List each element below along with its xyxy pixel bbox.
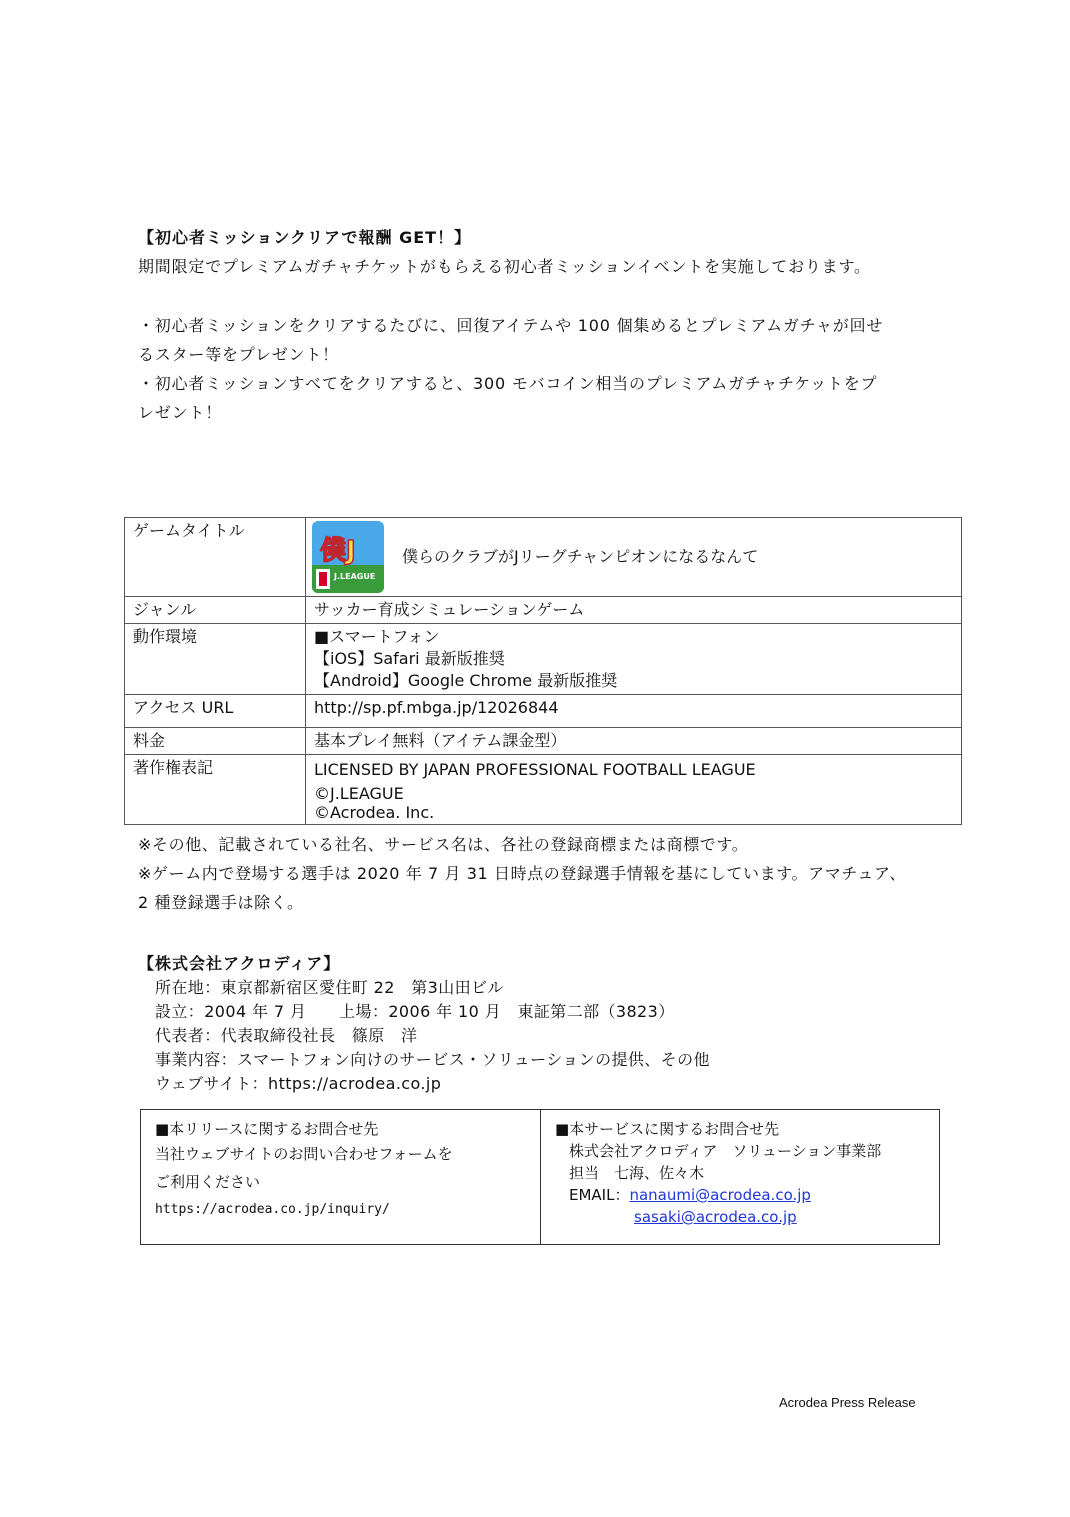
email-row bbox=[569, 1184, 925, 1206]
env-line: ■スマートフォン bbox=[314, 627, 440, 646]
company-representative: 代表者：代表取締役社長 篠原 洋 bbox=[155, 1026, 418, 1045]
table-row bbox=[125, 597, 962, 624]
email-link-nanaumi[interactable]: nanaumi@acrodea.co.jp bbox=[629, 1186, 811, 1204]
email-link-sasaki[interactable]: sasaki@acrodea.co.jp bbox=[634, 1208, 797, 1226]
game-logo-icon bbox=[312, 521, 384, 593]
logo-main-text: 僕J bbox=[320, 536, 356, 566]
bullet1-line1: ・初心者ミッションをクリアするたびに、回復アイテムや 100 個集めるとプレミアムガチャが回せ bbox=[138, 316, 884, 335]
release-contact-line: ご利用ください bbox=[155, 1173, 261, 1191]
note-1: ※その他、記載されている社名、サービス名は、各社の登録商標または商標です。 bbox=[138, 835, 749, 854]
company-address: 所在地：東京都新宿区愛住町 22 第3山田ビル bbox=[155, 978, 504, 997]
mission-bullets bbox=[138, 311, 938, 427]
access-url[interactable]: http://sp.pf.mbga.jp/12026844 bbox=[306, 695, 962, 728]
table-row bbox=[125, 728, 962, 755]
env-line: 【Android】Google Chrome 最新版推奨 bbox=[314, 671, 618, 690]
bullet2-line1: ・初心者ミッションすべてをクリアすると、300 モバコイン相当のプレミアムガチャチケットをプ bbox=[138, 374, 878, 393]
bullet1-line2: るスター等をプレゼント！ bbox=[138, 345, 339, 364]
service-contact-heading: ■本サービスに関するお問合せ先 bbox=[555, 1120, 780, 1138]
row-value: サッカー育成シミュレーションゲーム bbox=[306, 597, 962, 624]
company-heading: 【株式会社アクロディア】 bbox=[138, 954, 341, 973]
copyright-line: LICENSED BY JAPAN PROFESSIONAL FOOTBALL LEAGUE bbox=[314, 760, 756, 779]
table-row bbox=[125, 518, 962, 597]
notes bbox=[138, 830, 958, 917]
company-business: 事業内容：スマートフォン向けのサービス・ソリューションの提供、その他 bbox=[155, 1050, 710, 1069]
email-label: EMAIL： bbox=[569, 1186, 630, 1204]
bullet2-line2: レゼント！ bbox=[138, 403, 223, 422]
table-row bbox=[125, 755, 962, 825]
row-value bbox=[306, 518, 962, 597]
game-info-table bbox=[124, 517, 962, 825]
row-label: ゲームタイトル bbox=[125, 518, 306, 597]
company-website[interactable]: ウェブサイト：https://acrodea.co.jp bbox=[155, 1074, 442, 1093]
logo-sub-text: J.LEAGUE bbox=[334, 572, 376, 581]
email-row bbox=[569, 1206, 925, 1228]
note-2-line2: 2 種登録選手は除く。 bbox=[138, 893, 304, 912]
release-contact-line: 当社ウェブサイトのお問い合わせフォームを bbox=[155, 1145, 453, 1163]
row-value bbox=[306, 624, 962, 695]
copyright-line: ©J.LEAGUE bbox=[314, 784, 404, 803]
row-value bbox=[306, 755, 962, 825]
contact-box bbox=[140, 1109, 940, 1245]
inquiry-url[interactable]: https://acrodea.co.jp/inquiry/ bbox=[155, 1202, 390, 1217]
mission-intro: 期間限定でプレミアムガチャチケットがもらえる初心者ミッションイベントを実施しております。 bbox=[138, 257, 871, 276]
env-line: 【iOS】Safari 最新版推奨 bbox=[314, 649, 505, 668]
table-row bbox=[125, 624, 962, 695]
company-founded: 設立：2004 年 7 月 上場：2006 年 10 月 東証第二部（3823） bbox=[155, 1002, 675, 1021]
note-2-line1: ※ゲーム内で登場する選手は 2020 年 7 月 31 日時点の登録選手情報を基にしています。アマチュア、 bbox=[138, 864, 906, 883]
service-person: 担当 七海、佐々木 bbox=[569, 1164, 705, 1182]
release-contact-heading: ■本リリースに関するお問合せ先 bbox=[155, 1120, 379, 1138]
service-company: 株式会社アクロディア ソリューション事業部 bbox=[569, 1142, 882, 1160]
company-info bbox=[155, 976, 710, 1096]
row-label: 料金 bbox=[125, 728, 306, 755]
copyright-line: ©Acrodea. Inc. bbox=[314, 803, 435, 822]
game-title: 僕らのクラブがJリーグチャンピオンになるなんて bbox=[402, 547, 759, 566]
footer-text: Acrodea Press Release bbox=[779, 1395, 916, 1410]
row-label: 著作権表記 bbox=[125, 755, 306, 825]
row-label: ジャンル bbox=[125, 597, 306, 624]
row-label: アクセス URL bbox=[125, 695, 306, 728]
row-label: 動作環境 bbox=[125, 624, 306, 695]
row-value: 基本プレイ無料（アイテム課金型） bbox=[306, 728, 962, 755]
release-contact bbox=[141, 1110, 541, 1244]
table-row bbox=[125, 695, 962, 728]
service-contact bbox=[541, 1110, 939, 1244]
mission-heading: 【初心者ミッションクリアで報酬 GET！】 bbox=[138, 228, 472, 247]
